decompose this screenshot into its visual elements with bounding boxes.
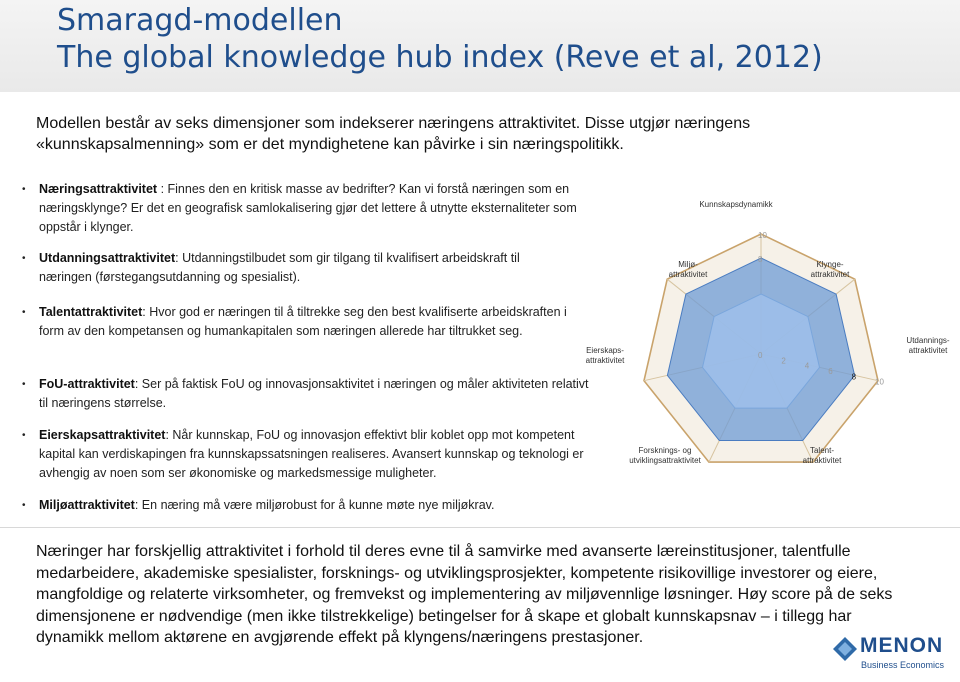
axis-label: attraktivitet: [585, 356, 625, 365]
bullet-dot-icon: •: [22, 307, 26, 318]
menon-logo-icon: [832, 636, 858, 662]
list-item-term: Utdanningsattraktivitet: [39, 251, 176, 265]
tick-label: 10: [875, 377, 884, 387]
bullet-dot-icon: •: [22, 379, 26, 390]
axis-label: Utdannings-: [906, 336, 950, 345]
intro-paragraph: Modellen består av seks dimensjoner som indekserer næringens attraktivitet. Disse utgjør næringens «kunnskapsalmenning» som er det myndighetene kan påvirke i sin næringspolitikk.: [36, 115, 751, 153]
list-item-body: : En næring må være miljørobust for å kunne møte nye miljøkrav.: [134, 498, 495, 512]
bullet-dot-icon: •: [22, 253, 26, 264]
axis-label: attraktivitet: [810, 270, 850, 279]
radar-chart: [570, 195, 960, 465]
tick-label: 2: [781, 356, 786, 366]
list-item-text: [39, 496, 599, 515]
tick-label: 8: [758, 255, 763, 264]
axis-label: attraktivitet: [908, 346, 948, 355]
summary-paragraph: Næringer har forskjellig attraktivitet i forhold til deres evne til å samvirke med avanserte læreinstitusjoner, talentfulle medarbeidere, akademiske spesialister, forsknings- og utviklingsprosjekter, kompetente risikovillige investorer og eiere, mangfoldige og relaterte virksomheter, og fremvekst og implementering av miljøvennlige løsninger. Høy score på de seks dimensjonene er nødvendige (men ikke tilstrekkelige) betingelser for å skape et globalt kunnskapsnav – i tillegg har dynamikk mellom aktørene en avgjørende effekt på klyngens/næringens prestasjoner.: [36, 543, 893, 646]
list-item-term: FoU-attraktivitet: [39, 377, 135, 391]
tick-label: 0: [758, 351, 763, 360]
axis-label: attraktivitet: [802, 456, 842, 465]
list-item-body: : Hvor god er næringen til å tiltrekke seg den best kvalifiserte arbeidskraften i form av den kompetansen og humankapitalen som næringen allerede har tiltrukket seg.: [39, 305, 567, 338]
logo-name: MENON: [860, 634, 944, 657]
list-item-text: [39, 303, 579, 341]
logo-subtitle: Business Economics: [861, 660, 945, 670]
axis-label: Forsknings- og: [638, 446, 692, 455]
axis-label: Eierskaps-: [586, 346, 624, 355]
axis-label: attraktivitet: [668, 270, 708, 279]
list-item-body: : Ser på faktisk FoU og innovasjonsaktivitet i næringen og måler aktiviteten relativt til næringens størrelse.: [39, 377, 589, 410]
bullet-dot-icon: •: [22, 500, 26, 511]
axis-label: Miljø-: [678, 260, 698, 269]
menon-logo: [832, 632, 950, 676]
list-item-body: : Utdanningstilbudet som gir tilgang til kvalifisert arbeidskraft til næringen (førstegangsutdanning og spesialist).: [39, 251, 520, 284]
divider: [0, 527, 960, 528]
tick-label: 6: [828, 367, 833, 376]
list-item-term: Eierskapsattraktivitet: [39, 428, 166, 442]
list-item-term: Næringsattraktivitet: [39, 182, 158, 196]
title-line-2: The global knowledge hub index (Reve et al, 2012): [57, 40, 823, 75]
list-item-text: [39, 249, 569, 287]
tick-label: 8: [851, 372, 857, 382]
list-item-term: Miljøattraktivitet: [39, 498, 135, 512]
tick-label: 10: [758, 231, 767, 240]
tick-label: 4: [804, 361, 810, 371]
list-item-text: [39, 180, 579, 237]
list-item-text: [39, 375, 594, 413]
axis-label: Talent-: [809, 446, 835, 455]
title-line-1: Smaragd-modellen: [57, 3, 343, 38]
list-item-text: [39, 426, 599, 483]
list-item-body: : Når kunnskap, FoU og innovasjon effektivt blir koblet opp mot kompetent kapital kan verdiskapingen fra kunnskapssatsningen realiseres. Avansert kunnskap og teknologi er avhengig av noen som ser økonomiske og markedsmessige muligheter.: [39, 428, 584, 480]
page-title: [57, 2, 823, 76]
bullet-dot-icon: •: [22, 430, 26, 441]
list-item-body: : Finnes den en kritisk masse av bedrifter? Kan vi forstå næringen som en næringsklynge? Er det en geografisk samlokalisering gjør det lettere å utnytte eksternaliteter som oppstår i klynger.: [39, 182, 577, 234]
bullet-dot-icon: •: [22, 184, 26, 195]
axis-label: Klynge-: [816, 260, 844, 269]
axis-label: Kunnskapsdynamikk: [699, 200, 773, 209]
list-item-term: Talentattraktivitet: [39, 305, 143, 319]
axis-label: utviklingsattraktivitet: [629, 456, 701, 465]
